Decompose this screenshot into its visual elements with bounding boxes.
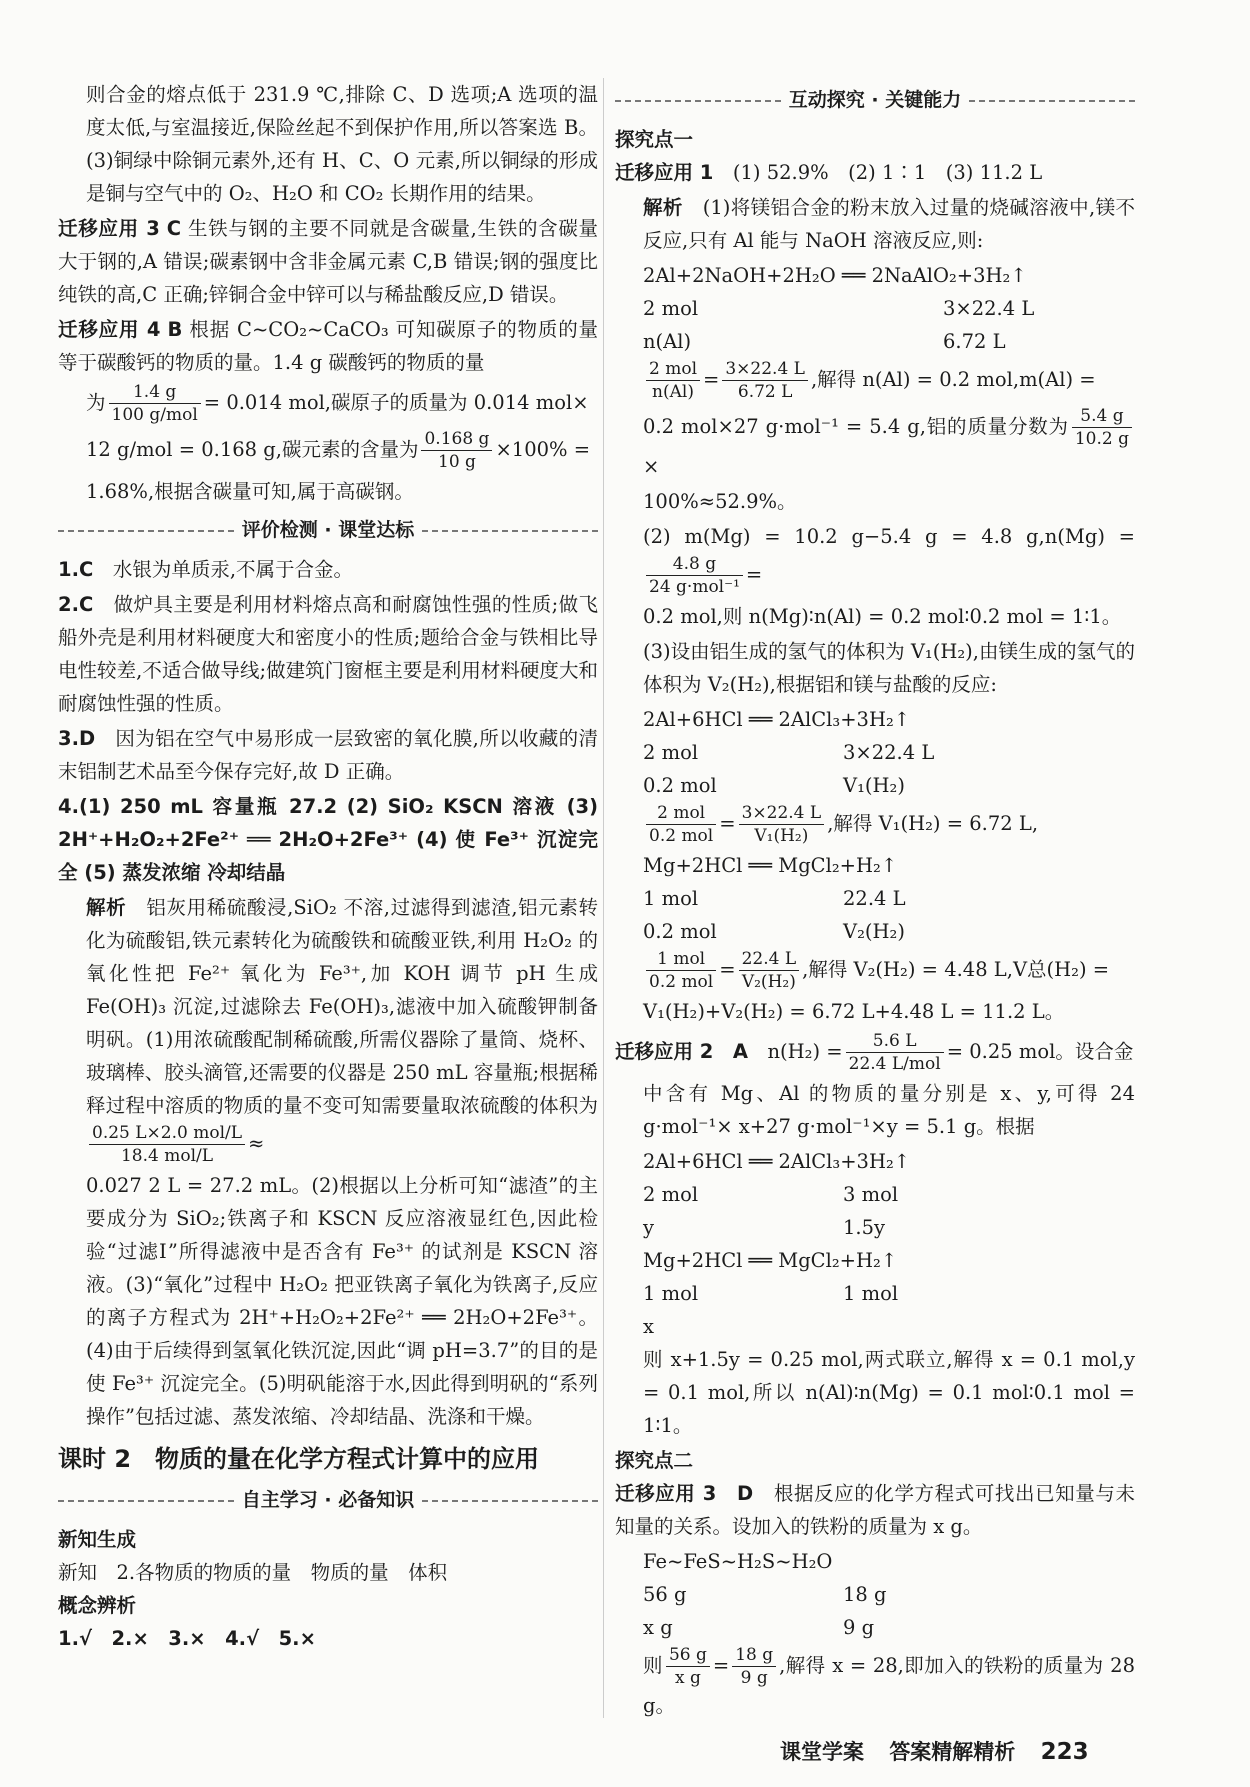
inquiry-point-2: 探究点二 [615,1449,694,1472]
equation-5: Mg+2HCl ══ MgCl₂+H₂↑ [643,1249,898,1272]
calc-v2: $\frac{\text{1 mol}}{\text{0.2 mol}}$ = $\frac{22.4 L}{\text{V₂(H₂)}}$ ,解得 V₂(H₂) = 4.48 L,V总(H₂) = [615,948,1135,993]
section-header-eval: 评价检测 · 课堂达标 [58,514,598,547]
heading-new-knowledge: 新知生成 [58,1528,137,1551]
answer-3: 3.D 因为铝在空气中易形成一层致密的氧化膜,所以收藏的清末铝制艺术品至今保存完好,故 D 正确。 [58,727,598,783]
equation-1: 2Al+2NaOH+2H₂O ══ 2NaAlO₂+3H₂↑ [643,264,1027,287]
equation-4-rows: 2 mol 3 mol y 1.5y [643,1183,899,1239]
page-number: 223 [1040,1739,1089,1765]
r-migration-3: 迁移应用 3 D 根据反应的化学方程式可找出已知量与未知量的关系。设加入的铁粉的质量为 x g。 [615,1482,1135,1538]
calc-sum: V₁(H₂)+V₂(H₂) = 6.72 L+4.48 L = 11.2 L。 [643,1000,1065,1023]
answer-1: 1.C 水银为单质汞,不属于合金。 [58,558,354,581]
calc-mg: (2) m(Mg) = 10.2 g−5.4 g = 4.8 g,n(Mg) = $\frac{4.8 g}{\text{24 g·mol⁻¹}}$ = [643,525,1135,597]
equation-6: Fe~FeS~H₂S~H₂O [643,1550,833,1573]
part-3-intro: (3)设由铝生成的氢气的体积为 V₁(H₂),由镁生成的氢气的体积为 V₂(H₂),根据铝和镁与盐酸的反应: [643,640,1135,696]
section-header-inquiry: 互动探究 · 关键能力 [615,84,1135,117]
answer-2: 2.C 做炉具主要是利用材料熔点高和耐腐蚀性强的性质;做飞船外壳是利用材料硬度大和密度小的性质;题给合金与铁相比导电性较差,不适合做导线;做建筑门窗框主要是利用材料硬度大和耐腐蚀性强的性质。 [58,593,598,715]
right-column [615,78,1135,1724]
migration-4: 迁移应用 4 B 根据 C~CO₂~CaCO₃ 可知碳原子的物质的量等于碳酸钙的物质的量。1.4 g 碳酸钙的物质的量 [58,318,599,374]
calc-ratio: 0.2 mol,则 n(Mg)∶n(Al) = 0.2 mol∶0.2 mol = 1∶1。 [643,605,1122,628]
section-header-self-study: 自主学习 · 必备知识 [58,1484,598,1517]
equation-6-rows: 56 g 18 g x g 9 g [643,1583,887,1639]
footer-book: 课堂学案 [780,1740,864,1764]
migration-4-calc1: 为 $\frac{1.4 g}{\text{100 g/mol}}$ = 0.014 mol,碳原子的质量为 0.014 mol× [86,382,589,425]
heading-concept: 概念辨析 [58,1594,137,1617]
equation-2: 2Al+6HCl ══ 2AlCl₃+3H₂↑ [643,708,911,731]
answer-4-analysis-2: 0.027 2 L = 27.2 mL。(2)根据以上分析可知“滤渣”的主要成分为 SiO₂;铁离子和 KSCN 反应溶液显红色,因此检验“过滤Ⅰ”所得滤液中是否含有 Fe³⁺ 的试剂是 KSCN 溶液。(3)“氧化”过程中 H₂O₂ 把亚铁离子氧化为铁离子,反应的离子方程式为 2H⁺+H₂O₂+2Fe²⁺ ══ 2H₂O+2Fe³⁺。(4)由于后续得到氢氧化铁沉淀,因此“调 pH=3.7”的目的是使 Fe³⁺ 沉淀完全。(5)明矾能溶于水,因此得到明矾的“系列操作”包括过滤、蒸发浓缩、冷却结晶、洗涤和干燥。 [86,1174,598,1428]
r-migration-2-end: 则 x+1.5y = 0.25 mol,两式联立,解得 x = 0.1 mol,y = 0.1 mol,所以 n(Al)∶n(Mg) = 0.1 mol∶0.1 mol = 1∶1。 [643,1348,1135,1437]
r-migration-1: 迁移应用 1 (1) 52.9% (2) 1∶1 (3) 11.2 L [615,161,1043,184]
migration-4-calc2: 12 g/mol = 0.168 g,碳元素的含量为 $\frac{0.168 g}{10 g}$ ×100% = [86,429,591,472]
migration-3: 迁移应用 3 C 生铁与钢的主要不同就是含碳量,生铁的含碳量大于钢的,A 错误;碳素钢中含非金属元素 C,B 错误;钢的强度比纯铁的高,C 正确;锌铜合金中锌可以与稀盐酸反应,D 错误。 [58,217,599,306]
footer-section: 答案精解精析 [889,1740,1016,1764]
column-divider [603,78,604,1718]
new-knowledge-line: 新知 2.各物质的物质的量 物质的量 体积 [58,1561,448,1584]
calc-v1: $\frac{\text{2 mol}}{\text{0.2 mol}}$ = $\frac{3\times 22.4 L}{\text{V₁(H₂)}}$ ,解得 V₁(H₂) = 6.72 L, [615,802,1135,847]
equation-4: 2Al+6HCl ══ 2AlCl₃+3H₂↑ [643,1150,911,1173]
calc-percent: 100%≈52.9%。 [643,490,797,513]
migration-4-end: 1.68%,根据含碳量可知,属于高碳钢。 [86,480,414,503]
equation-3-rows: 1 mol 22.4 L 0.2 mol V₂(H₂) [643,887,906,943]
para-alloy-tail: 则合金的熔点低于 231.9 ℃,排除 C、D 选项;A 选项的温度太低,与室温接近,保险丝起不到保护作用,所以答案选 B。(3)铜绿中除铜元素外,还有 H、C、O 元素,所以铜绿的形成是铜与空气中的 O₂、H₂O 和 CO₂ 长期作用的结果。 [86,83,598,205]
judge-answers: 1.√ 2.× 3.× 4.√ 5.× [58,1627,316,1650]
r-migration-1-analysis: 解析 (1)将镁铝合金的粉末放入过量的烧碱溶液中,镁不反应,只有 Al 能与 NaOH 溶液反应,则: [643,196,1135,252]
equation-3: Mg+2HCl ══ MgCl₂+H₂↑ [643,854,898,877]
page-footer [780,1736,1107,1766]
equation-2-rows: 2 mol 3×22.4 L 0.2 mol V₁(H₂) [643,741,935,797]
equation-5-rows: 1 mol 1 mol x [643,1282,899,1338]
left-column [58,78,598,1655]
calc-iron: 则 $\frac{56 g}{\text{x g}}$ = $\frac{18 g}{9 g}$ ,解得 x = 28,即加入的铁粉的质量为 28 g。 [643,1645,1135,1717]
equation-1-rows: 2 mol 3×22.4 L n(Al) 6.72 L [643,297,1035,353]
calc-al: $\frac{\text{2 mol}}{n(Al)}$ = $\frac{3\times 22.4 L}{6.72 L}$ ,解得 n(Al) = 0.2 mol,m(Al) = [615,358,1135,403]
inquiry-point-1: 探究点一 [615,128,694,151]
r-migration-2-text: 中含有 Mg、Al 的物质的量分别是 x、y,可得 24 g·mol⁻¹× x+27 g·mol⁻¹×y = 5.1 g。根据 [643,1082,1135,1138]
answer-4: 4.(1) 250 mL 容量瓶 27.2 (2) SiO₂ KSCN 溶液 (3) 2H⁺+H₂O₂+2Fe²⁺ ══ 2H₂O+2Fe³⁺ (4) 使 Fe³⁺ 沉淀完全 (5) 蒸发浓缩 冷却结晶 [58,795,598,884]
calc-mass: 0.2 mol×27 g·mol⁻¹ = 5.4 g,铝的质量分数为 $\frac{5.4 g}{10.2 g}$ × [615,405,1135,483]
lesson-title: 课时 2 物质的量在化学方程式计算中的应用 [58,1445,540,1473]
r-migration-2: 迁移应用 2 A n(H₂) = $\frac{5.6 L}{\text{22.4 L/mol}}$ = 0.25 mol。设合金 [615,1031,1134,1074]
answer-4-analysis: 解析 铝灰用稀硫酸浸,SiO₂ 不溶,过滤得到滤渣,铝元素转化为硫酸铝,铁元素转化为硫酸铁和硫酸亚铁,利用 H₂O₂ 的氧化性把 Fe²⁺ 氧化为 Fe³⁺,加 KOH 调节 pH 生成 Fe(OH)₃ 沉淀,过滤除去 Fe(OH)₃,滤液中加入硫酸钾制备明矾。(1)用浓硫酸配制稀硫酸,所需仪器除了量筒、烧杯、玻璃棒、胶头滴管,还需要的仪器是 250 mL 容量瓶;根据稀释过程中溶质的物质的量不变可知需要量取浓硫酸的体积为 $\frac{\text{0.25 L×2.0 mol/L}}{\text{18.4 mol/L}}$ ≈ [86,896,598,1166]
